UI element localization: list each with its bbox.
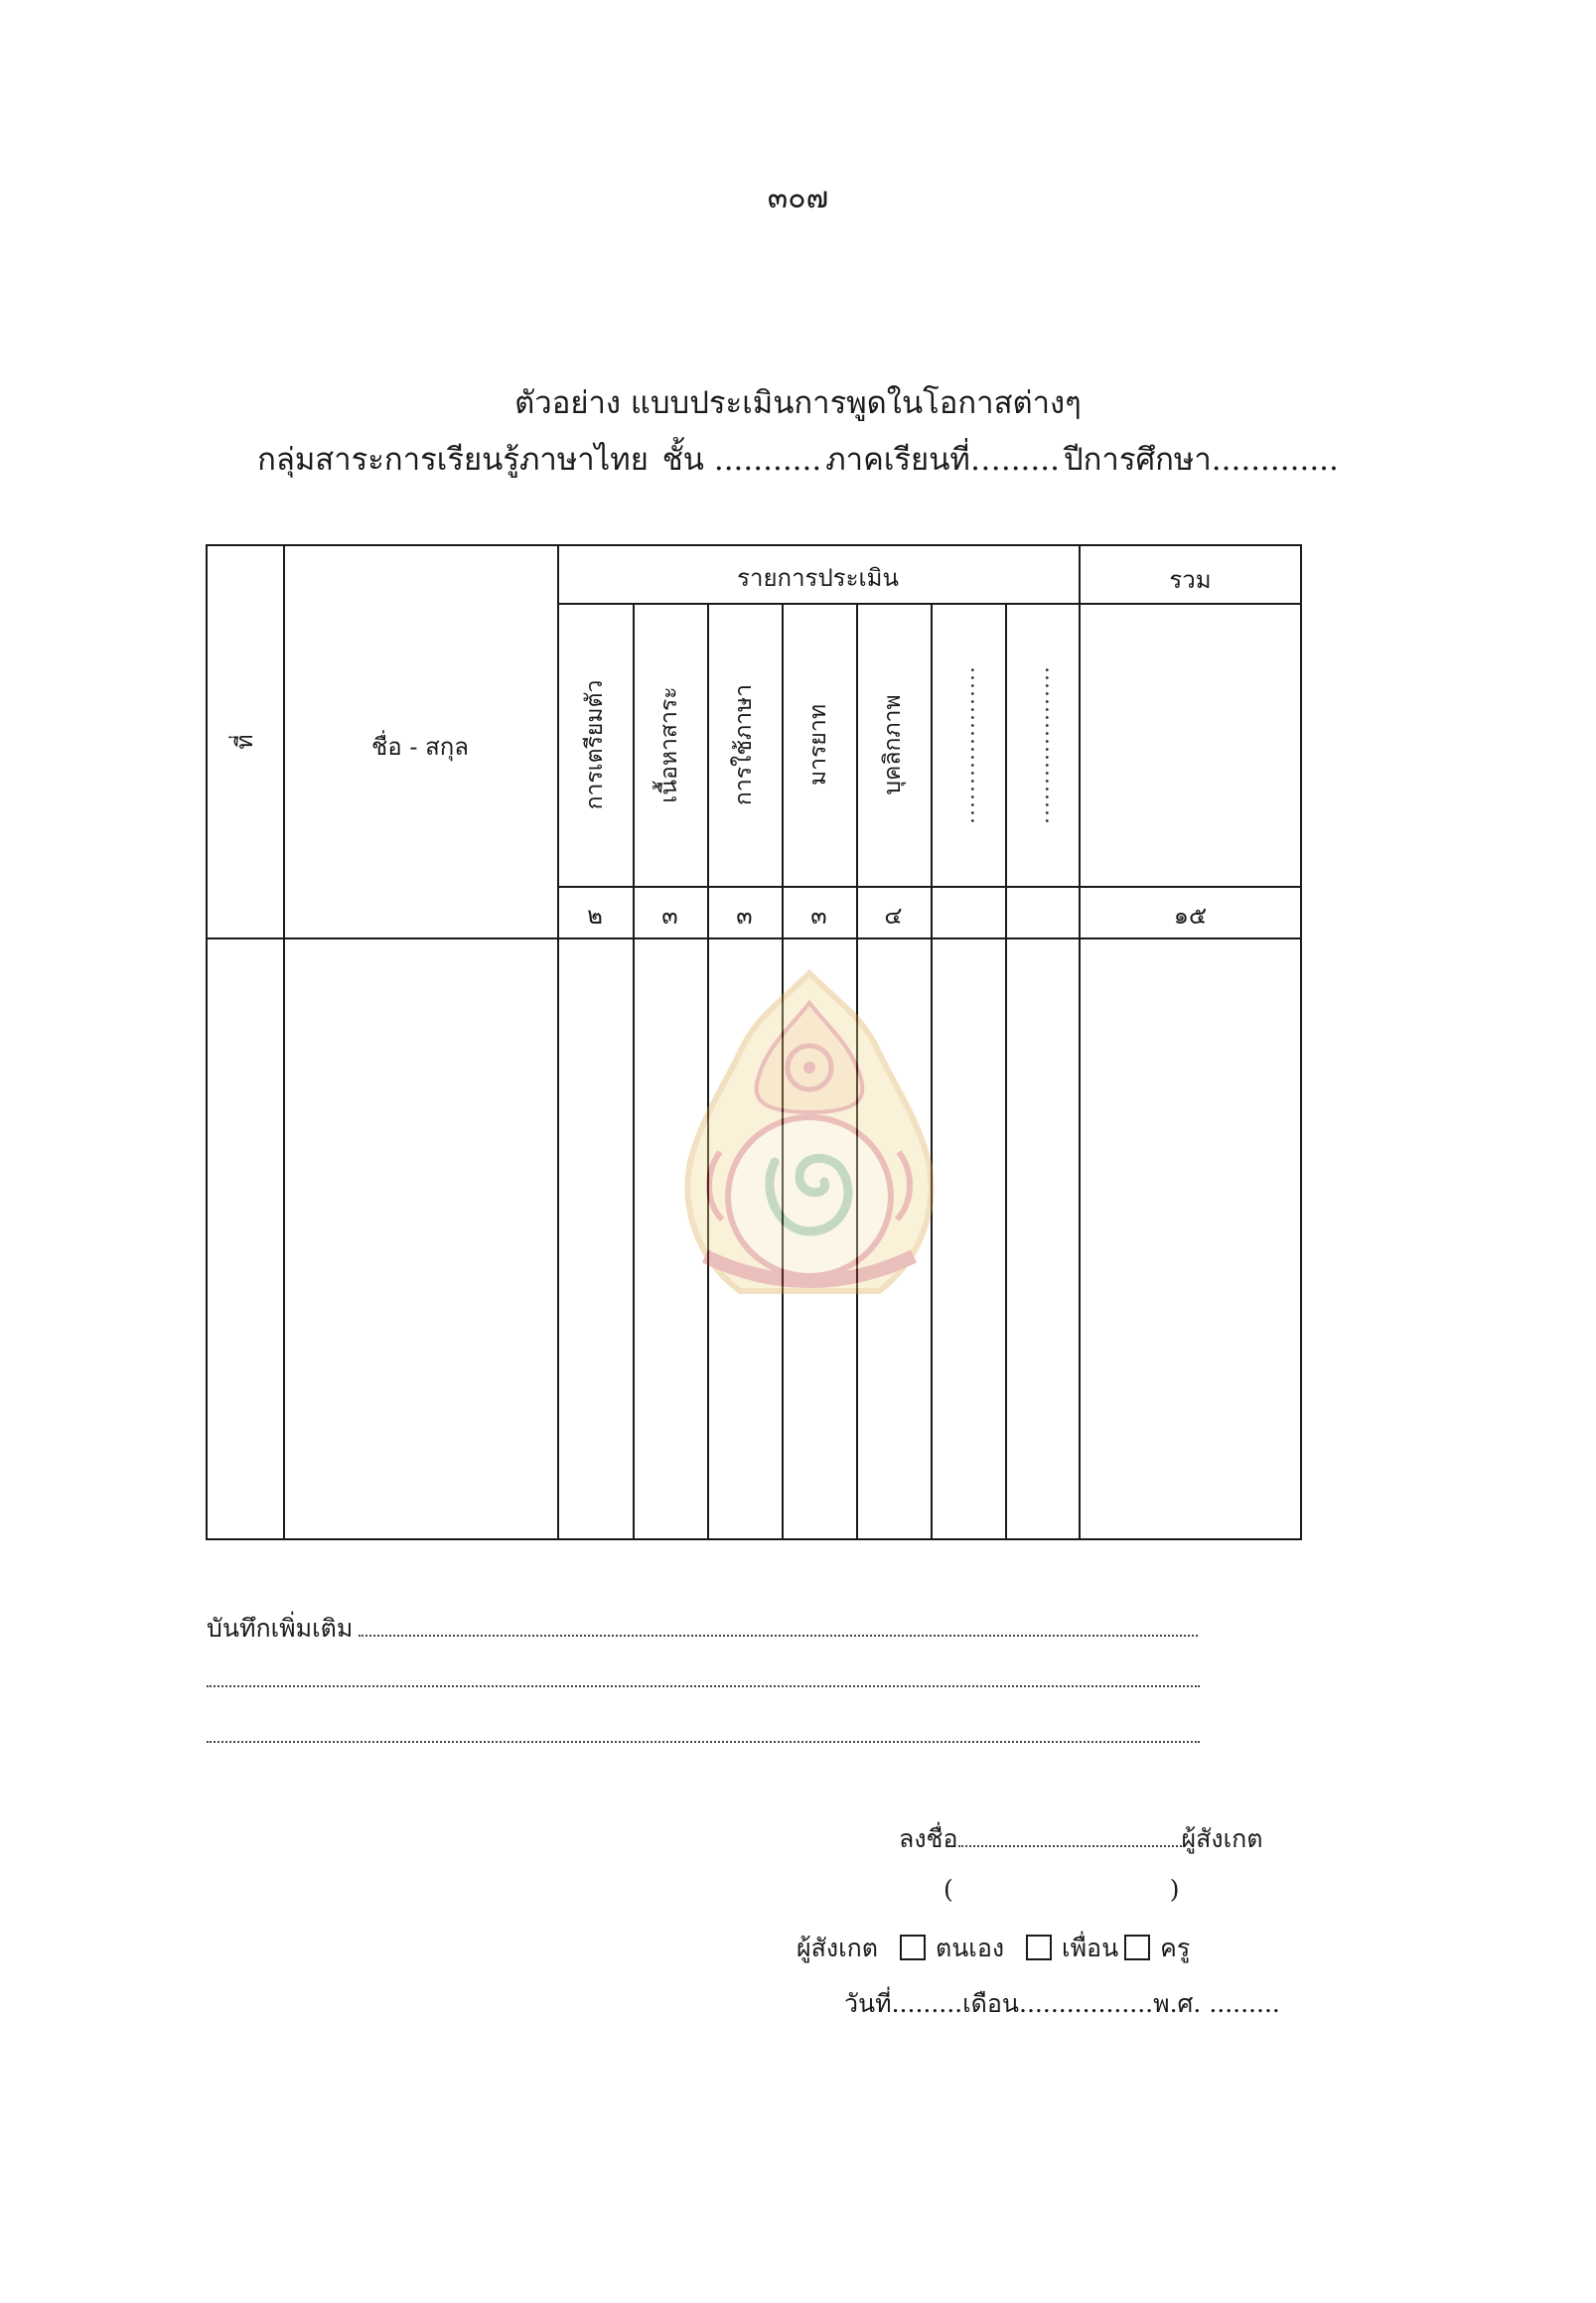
criterion-content: เนื้อหาสาระ [656,686,682,803]
date-row[interactable] [844,1984,1280,2024]
criterion-personality: บุคลิกภาพ [880,694,906,795]
sign-label: ลงชื่อ [899,1824,958,1853]
score-personality: ๔ [884,902,903,930]
notes-line-2[interactable] [207,1664,1200,1693]
paren-close: ) [1169,1875,1180,1904]
option-teacher-label: ครู [1160,1934,1191,1962]
criterion-manners: มารยาท [805,704,831,786]
score-language-use: ๓ [736,902,753,930]
term-field[interactable]: ภาคเรียนที่…...... [825,442,1060,478]
notes-line-3[interactable] [207,1720,1200,1749]
form-title: ตัวอย่าง แบบประเมินการพูดในโอกาสต่างๆ [514,385,1082,421]
score-total: ๑๕ [1173,902,1208,930]
observer-label: ผู้สังเกต [797,1934,879,1962]
score-manners: ๓ [810,902,827,930]
name-parentheses[interactable] [943,1875,1180,1904]
year-field-sig[interactable]: พ.ศ. ......... [1153,1989,1280,2018]
score-preparation: ๒ [587,902,603,930]
header-total: รวม [1169,566,1212,594]
criterion-preparation: การเตรียมตัว [582,679,608,810]
paren-open: ( [943,1875,953,1904]
year-field[interactable]: ปีการศึกษา............. [1063,442,1339,478]
checkbox-self[interactable] [900,1935,926,1960]
checkbox-teacher[interactable] [1124,1935,1150,1960]
notes-label: บันทึกเพิ่มเติม [207,1614,354,1643]
grade-field[interactable]: ชั้น ........... [661,442,822,478]
date-field[interactable]: วันที่......... [844,1989,963,2018]
month-field[interactable]: เดือน................. [962,1989,1154,2018]
form-subtitle [0,434,1596,484]
option-self-label: ตนเอง [935,1934,1005,1962]
header-no: ที่ [232,734,258,750]
header-name: ชื่อ - สกุล [371,733,469,761]
criterion-blank-1[interactable]: .................... [954,665,980,824]
subject-label: กลุ่มสาระการเรียนรู้ภาษาไทย [257,442,649,478]
observer-type-row [797,1929,1190,1968]
score-content: ๓ [661,902,678,930]
criterion-blank-2[interactable]: .................... [1029,665,1055,824]
criterion-language-use: การใช้ภาษา [731,683,757,806]
page-number: ๓๐๗ [767,181,829,216]
checkbox-friend[interactable] [1026,1935,1052,1960]
emblem-watermark-icon [660,963,958,1321]
notes-line-1[interactable] [207,1609,1198,1649]
option-friend-label: เพื่อน [1062,1934,1119,1962]
signature-line[interactable] [899,1819,1263,1859]
header-evaluation-items: รายการประเมิน [737,564,899,592]
observer-suffix: ผู้สังเกต [1181,1824,1263,1853]
